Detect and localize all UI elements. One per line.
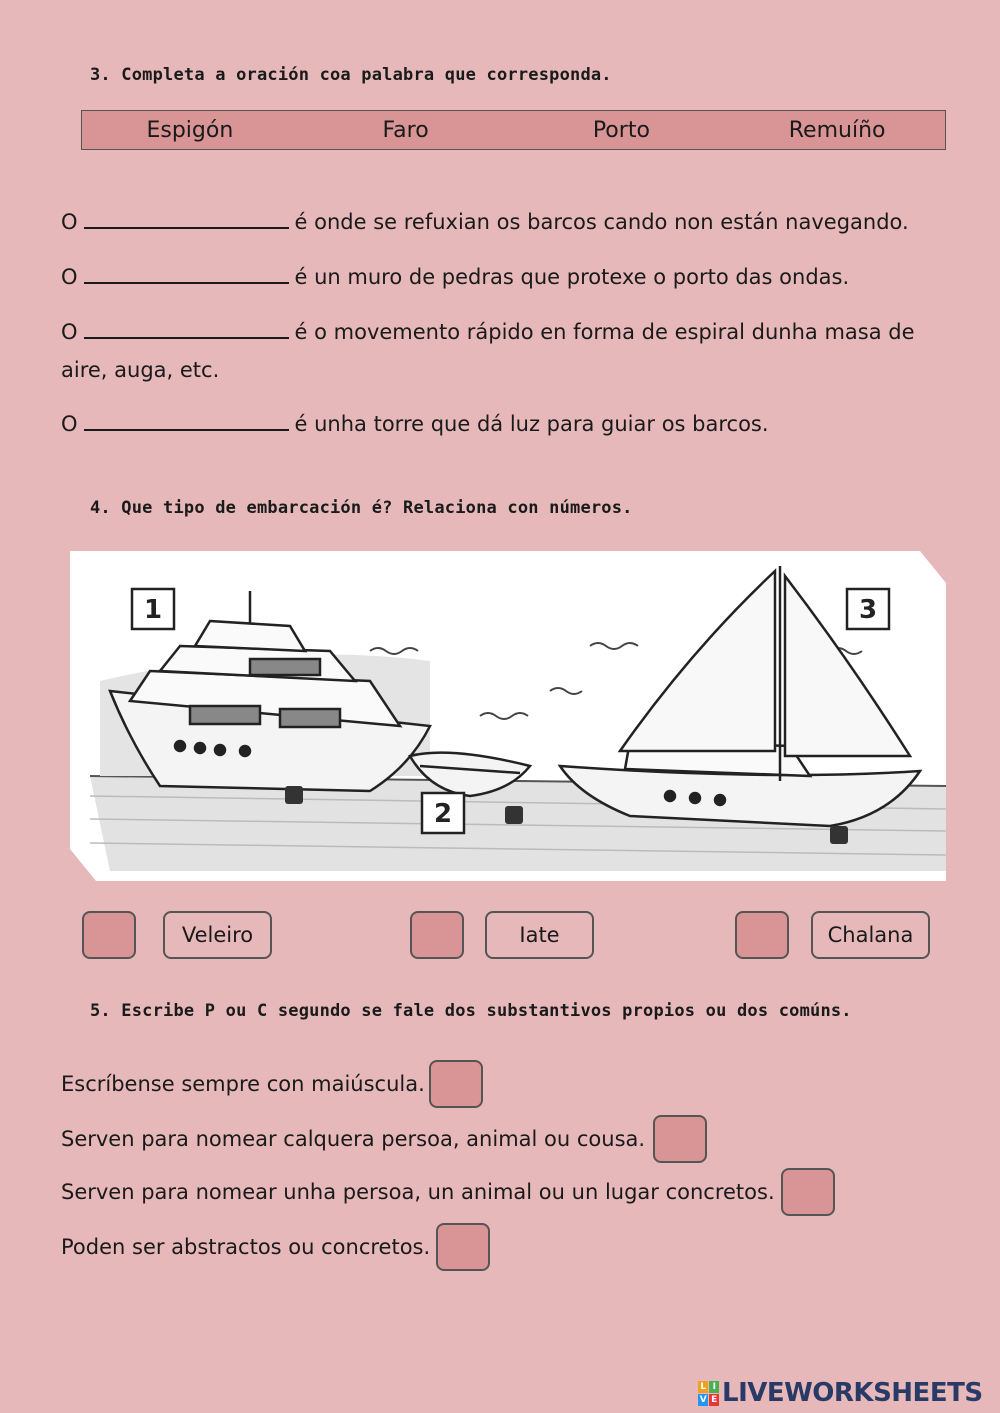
answer-box-veleiro[interactable] [82, 911, 136, 959]
blank-input-4[interactable] [84, 407, 289, 431]
statement-1 [61, 1048, 483, 1096]
answer-box-statement-3[interactable] [781, 1168, 835, 1216]
logo-text: LIVEWORKSHEETS [722, 1378, 983, 1408]
sentence-text: é o movemento rápido en forma de espiral dunha masa de aire, auga, etc. [61, 320, 915, 382]
blank-input-1[interactable] [84, 205, 289, 229]
answer-box-statement-1[interactable] [429, 1060, 483, 1108]
answer-box-statement-4[interactable] [436, 1223, 490, 1271]
logo-mark-letter: L [698, 1381, 708, 1393]
number-label-text: 3 [858, 595, 878, 625]
number-label-text: 1 [143, 595, 163, 625]
blank-input-2[interactable] [84, 260, 289, 284]
logo-mark-letter: I [709, 1381, 719, 1393]
sentence-prefix: O [61, 412, 78, 436]
logo-mark-letter: E [709, 1394, 719, 1406]
word-bank-item: Remuíño [788, 117, 886, 143]
statement-text: Serven para nomear calquera persoa, animal ou cousa. [61, 1127, 646, 1151]
sentence-3 [61, 313, 931, 389]
sentence-4 [61, 405, 931, 443]
sentence-prefix: O [61, 320, 78, 344]
section3-heading: 3. Completa a oración coa palabra que corresponda. [90, 65, 612, 85]
statement-2 [61, 1103, 707, 1151]
section4-heading: 4. Que tipo de embarcación é? Relaciona con números. [90, 498, 633, 518]
number-label-2 [422, 793, 464, 833]
boats-illustration [70, 551, 946, 881]
word-bank [81, 110, 946, 150]
logo-mark-letter: V [699, 1394, 707, 1405]
section5-heading: 5. Escribe P ou C segundo se fale dos substantivos propios ou dos comúns. [90, 1001, 852, 1021]
number-label-text: 2 [433, 799, 453, 829]
liveworksheets-logo [698, 1378, 983, 1408]
number-label-1 [132, 589, 174, 629]
number-label-3 [847, 589, 889, 629]
sentence-text: é onde se refuxian os barcos cando non están navegando. [294, 210, 909, 234]
sentence-1 [61, 203, 931, 241]
statement-text: Poden ser abstractos ou concretos. [61, 1235, 431, 1259]
option-chalana: Chalana [811, 911, 930, 959]
word-bank-item: Porto [592, 117, 650, 143]
answer-box-iate[interactable] [410, 911, 464, 959]
sentence-text: é un muro de pedras que protexe o porto das ondas. [294, 265, 850, 289]
sentence-prefix: O [61, 265, 78, 289]
logo-mark-icon [698, 1381, 719, 1406]
sentence-2 [61, 258, 931, 296]
statement-4 [61, 1211, 490, 1259]
word-bank-item: Espigón [146, 117, 234, 143]
word-bank-item: Faro [382, 117, 429, 143]
option-iate: Iate [485, 911, 594, 959]
sentence-prefix: O [61, 210, 78, 234]
statement-text: Escríbense sempre con maiúscula. [61, 1072, 425, 1096]
sentence-text: é unha torre que dá luz para guiar os barcos. [294, 412, 769, 436]
blank-input-3[interactable] [84, 315, 289, 339]
answer-box-chalana[interactable] [735, 911, 789, 959]
statement-text: Serven para nomear unha persoa, un animal ou un lugar concretos. [61, 1180, 775, 1204]
option-veleiro: Veleiro [163, 911, 272, 959]
statement-3 [61, 1156, 835, 1204]
